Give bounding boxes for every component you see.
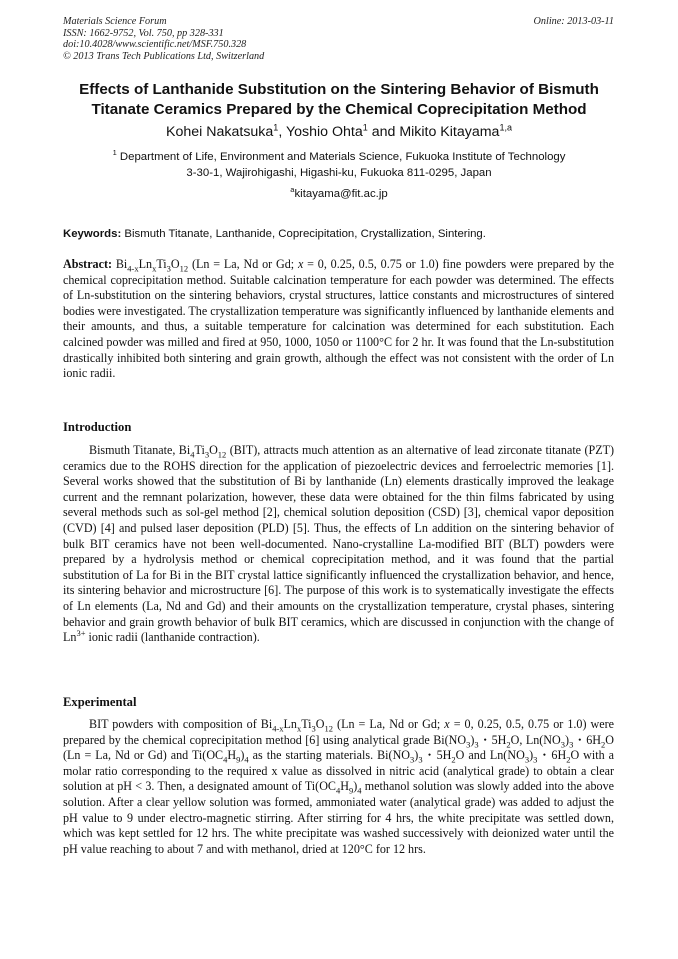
keywords-label: Keywords: (63, 228, 122, 240)
formula-sup: 3+ (76, 628, 86, 639)
exp-text: ・5H (478, 732, 507, 747)
author-affil-mark: 1 (362, 122, 368, 133)
formula-part: Ti (156, 257, 167, 271)
formula-sub: 12 (179, 263, 189, 274)
exp-text: H (340, 779, 349, 794)
abstract (63, 257, 614, 382)
intro-body: (BIT), attracts much attention as an alternative of lead zirconate titanate (PZT) ceramics due to the ROHS direction for the application of piezoelectric devices and ferroelectric memories [1]. Several works showed that the substitution of Bi by lanthanide (Ln) elements drastically improved the leakage current and the remnant polarization, however, these data were obtained for the thin films fabricated by using several methods such as sol-gel method [2], chemical solution deposition (CSD) [3], chemical vapor deposition (CVD) [4] and pulsed laser deposition (PLD) [5]. Thus, the effects of Ln addition on the sintering behavior of bulk BIT ceramics have not been well-documented. Nano-crystalline La-modified BIT (BLT) powders were prepared by a hydrolysis method or chemical coprecipitation method, and it was found that the partial substitution of La for Bi in the BIT crystal lattice significantly influenced the crystallization behavior, and hence, its sintering behavior and microstructure [6]. The purpose of this work is to systematically investigate the effects of Ln elements (La, Nd and Gd) and their amounts on the crystallization temperature, crystal phases, sintering behavior and grain growth behavior of bulk BIT ceramics, which are discussed in conjunction with the change of Ln (63, 443, 615, 645)
formula-part: O (170, 257, 180, 271)
formula-sub: 2 (506, 739, 511, 749)
online-date: Online: 2013-03-11 (533, 16, 614, 27)
formula-sub: 3 (533, 754, 538, 765)
author-affil-mark: 1 (273, 122, 279, 133)
author-name: Kohei Nakatsuka (166, 124, 274, 140)
exp-text: O with a molar ratio corresponding to the required x value as dissolved in nitric acid (analytical grade) to obtain a clear solution at pH < 3. Then, a designated amount of Ti(OC (63, 748, 615, 794)
formula-sub: 3 (204, 449, 210, 460)
formula-sub: 3 (560, 739, 566, 749)
exp-text: = 0, 0.25, 0.5, 0.75 or 1.0) were prepared by the chemical coprecipitation method [6] using analytical grade Bi(NO (63, 717, 614, 747)
corresponding-email (40, 187, 638, 202)
abstract-body: = 0, 0.25, 0.5, 0.75 or 1.0) fine powders were prepared by the chemical coprecipitation method. Suitable calcination temperature for each powder was determined. The effects of Ln-substitution on the sintering behaviors, crystal structures, lattice constants and microstructures of sintered bodies were investigated. The crystallization temperature was significantly influenced by lanthanide elements and their amounts, and thus, a suitable temperature for calcination was determined for each substitution. Each calcined powder was milled and fired at 950, 1000, 1050 or 1100°C for 2 hr. It was found that the Ln-substitution drastically inhibited both sintering and grain growth, although the effect was not consistent with the order of Ln ionic radii. (63, 257, 615, 381)
affiliation-mark: 1 (112, 148, 117, 158)
author-affil-mark: 1,a (499, 122, 512, 133)
formula-sub: x (152, 263, 157, 274)
formula-part: Ln (138, 257, 153, 271)
affiliation (40, 150, 638, 181)
experimental-heading: Experimental (63, 695, 137, 709)
exp-text: Ti (301, 717, 312, 731)
formula-sub: 2 (451, 754, 456, 765)
formula-sub: 2 (566, 754, 571, 765)
exp-text: as the starting materials. Bi(NO (248, 748, 411, 763)
author-name: Yoshio Ohta (285, 124, 363, 140)
exp-text: H (227, 748, 237, 763)
journal-doi[interactable]: doi:10.4028/www.scientific.net/MSF.750.328 (63, 39, 247, 51)
affiliation-line-1: Department of Life, Environment and Materials Science, Fukuoka Institute of Technology (119, 151, 566, 163)
exp-body: methanol solution was slowly added into the above solution. After a clear yellow solution was formed, ammoniated water (analytical grade) was added to adjust the pH value to 9 under electro-magnetic stirring. After stirring for 4 hrs, the white precipitate was settled down, which was kept settled for 12 hrs. The white precipitate was washed successively with deionized water until the pH value reaching to about 7 and with methanol, dried at 120°C for 12 hrs. (63, 779, 614, 856)
exp-text: ) (565, 732, 570, 747)
formula-sub: 4 (223, 754, 228, 765)
formula-sub: 3 (524, 754, 530, 765)
formula-sub: 4 (244, 754, 249, 765)
keywords-text: Bismuth Titanate, Lanthanide, Coprecipitation, Crystallization, Sintering. (124, 228, 486, 240)
introduction-paragraph (63, 443, 614, 646)
exp-text: O (315, 717, 325, 731)
intro-text: Bismuth Titanate, Bi (89, 443, 191, 457)
formula-sub: 3 (311, 723, 316, 734)
email-address[interactable]: kitayama@fit.ac.jp (294, 188, 388, 200)
title-line-2: Titanate Ceramics Prepared by the Chemical Coprecipitation Method (91, 101, 587, 118)
formula-sub: 3 (166, 263, 171, 274)
formula-sub: 3 (410, 754, 415, 765)
experimental-paragraph (63, 717, 614, 857)
exp-text: ・5H (422, 748, 452, 763)
formula-sub: 4 (336, 785, 341, 796)
author-name: Mikito Kitayama (399, 124, 500, 140)
formula-sub: 3 (418, 754, 423, 765)
formula-part: Ti (194, 443, 205, 457)
introduction-heading: Introduction (63, 420, 132, 434)
formula-sub: 12 (324, 723, 334, 734)
exp-text: ) (414, 748, 419, 763)
journal-copyright: © 2013 Trans Tech Publications Ltd, Switzerland (63, 50, 265, 62)
formula-sub: 9 (236, 754, 241, 765)
exp-text: ) (529, 748, 534, 763)
journal-name: Materials Science Forum (63, 16, 167, 27)
email-mark: a (290, 185, 295, 195)
title-line-1: Effects of Lanthanide Substitution on the Sintering Behavior of Bismuth (79, 81, 599, 98)
formula-sub: 3 (466, 739, 471, 749)
formula-sub: 2 (601, 739, 606, 749)
formula-sub: 4-x (272, 723, 284, 734)
formula-sub: 4 (357, 785, 362, 796)
exp-text: O and Ln(NO (455, 748, 525, 763)
paper-title (40, 80, 638, 120)
formula-sub: 4-x (127, 263, 139, 274)
exp-text: ・6H (573, 732, 602, 747)
formula-sub: 3 (569, 739, 574, 749)
formula-sub: 4 (190, 449, 195, 460)
exp-text: ・6H (537, 748, 567, 763)
formula-sub: 9 (348, 785, 354, 796)
exp-text: Ln (283, 717, 297, 731)
exp-text: ) (470, 732, 475, 747)
exp-text: ) (240, 748, 245, 763)
abstract-label: Abstract: (63, 257, 113, 271)
affiliation-line-2: 3-30-1, Wajirohigashi, Higashi-ku, Fukuoka 811-0295, Japan (186, 166, 492, 179)
formula-sub: 3 (474, 739, 479, 749)
exp-text: O (Ln = La, Nd or Gd) and Ti(OC (63, 732, 615, 763)
keywords (63, 227, 614, 242)
formula-sub: 12 (217, 449, 227, 460)
formula-part: Bi (115, 257, 128, 271)
author-list: Kohei Nakatsuka$^1$, Yoshio Ohta$^1$ and Mikito Kitayama$^{1,a}$ (166, 122, 512, 140)
variable-x: x (297, 257, 304, 271)
exp-text: ) (353, 779, 358, 794)
abstract-text: (Ln = La, Nd or Gd; (191, 257, 295, 271)
exp-text: O, Ln(NO (510, 732, 561, 747)
variable-x: x (444, 717, 450, 731)
journal-header (63, 16, 614, 62)
formula-sub: x (296, 723, 302, 734)
exp-text: (Ln = La, Nd or Gd; (333, 717, 445, 731)
exp-text: BIT powders with composition of Bi (89, 717, 273, 731)
intro-text: ionic radii (lanthanide contraction). (85, 630, 260, 645)
formula-part: O (209, 443, 218, 457)
journal-issn: ISSN: 1662-9752, Vol. 750, pp 328-331 (63, 27, 224, 39)
